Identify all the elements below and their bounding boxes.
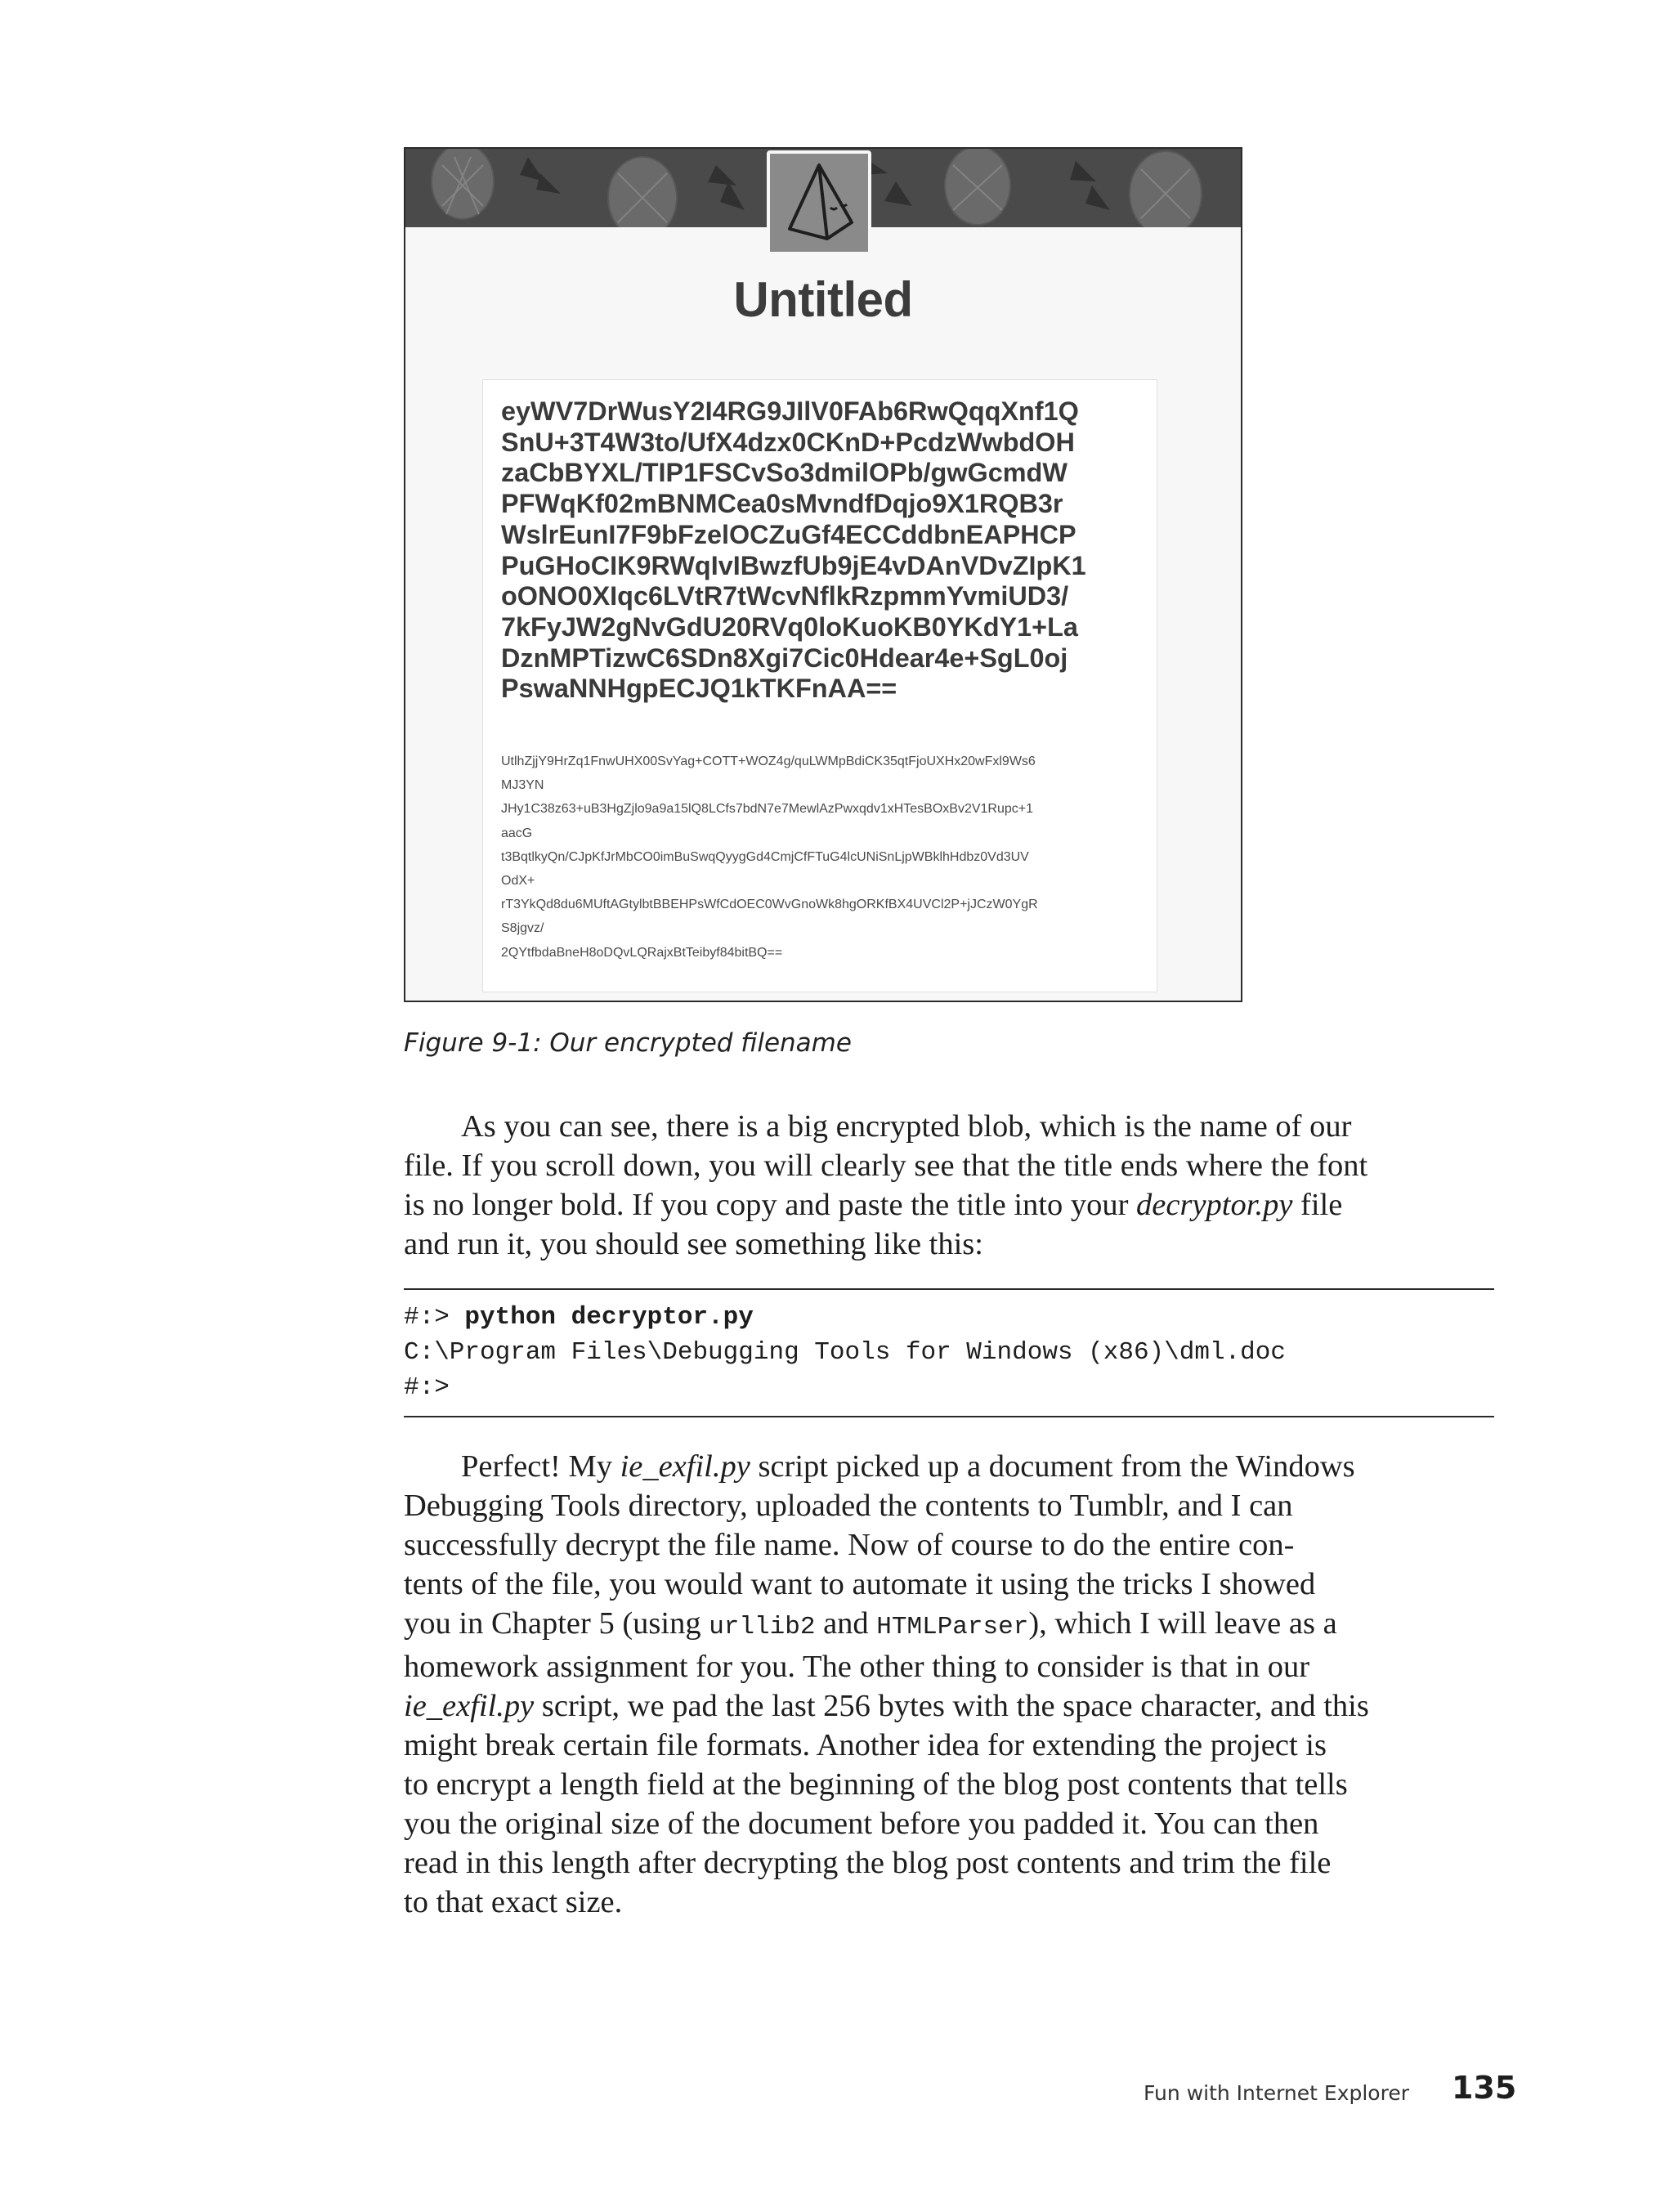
bold-line: zaCbBYXL/TIP1FSCvSo3dmilOPb/gwGcmdW (501, 458, 1068, 488)
text-run: file (1292, 1188, 1343, 1222)
text-line: and run it, you should see something like this: (404, 1227, 983, 1261)
text-line: might break certain file formats. Another idea for extending the project is (404, 1728, 1327, 1762)
bold-line: SnU+3T4W3to/UfX4dzx0CKnD+PcdzWwbdOH (501, 427, 1075, 457)
code-rule-top (404, 1288, 1494, 1290)
encrypted-title-text (501, 396, 1147, 705)
bold-line: oONO0XIqc6LVtR7tWcvNflkRzpmmYvmiUD3/ (501, 581, 1069, 611)
inline-code: HTMLParser (876, 1613, 1029, 1641)
paragraph (404, 1447, 1499, 1922)
text-line (404, 1447, 1499, 1486)
small-line: S8jgvz/ (501, 921, 544, 936)
running-footer: Fun with Internet Explorer (1144, 2081, 1409, 2105)
small-line: MJ3YN (501, 778, 544, 793)
text-line: file. If you scroll down, you will clearly see that the title ends where the font (404, 1149, 1368, 1183)
text-line: you the original size of the document before you padded it. You can then (404, 1807, 1319, 1841)
small-line: t3BqtlkyQn/CJpKfJrMbCO0imBuSwqQyygGd4CmjCfFTuG4lcUNiSnLjpWBklhHdbz0Vd3UV (501, 849, 1029, 864)
text-run: ), which I will leave as a (1028, 1606, 1337, 1641)
filename-emphasis: decryptor.py (1136, 1188, 1293, 1222)
small-line: OdX+ (501, 874, 535, 889)
text-line: As you can see, there is a big encrypted blob, which is the name of our (461, 1109, 1352, 1144)
inline-code: urllib2 (709, 1613, 816, 1641)
text-line: read in this length after decrypting the blog post contents and trim the file (404, 1846, 1332, 1880)
encrypted-body-text (501, 750, 1147, 965)
text-run: and (815, 1606, 877, 1641)
text-line (404, 1686, 1499, 1726)
small-line: aacG (501, 826, 533, 840)
bold-line: PFWqKf02mBNMCea0sMvndfDqjo9X1RQB3r (501, 489, 1063, 519)
post-title: Untitled (733, 272, 913, 327)
filename-emphasis: ie_exfil.py (404, 1689, 535, 1723)
text-line (404, 1185, 1499, 1225)
text-line: Debugging Tools directory, uploaded the contents to Tumblr, and I can (404, 1489, 1293, 1523)
text-line (404, 1604, 1499, 1647)
text-run: is no longer bold. If you copy and paste the title into your (404, 1188, 1137, 1222)
avatar (767, 150, 871, 255)
text-run: Perfect! My (461, 1449, 620, 1484)
code-rule-bottom (404, 1416, 1494, 1417)
bold-line: DznMPTizwC6SDn8Xgi7Cic0Hdear4e+SgL0oj (501, 643, 1068, 673)
text-line: successfully decrypt the file name. Now of course to do the entire con- (404, 1528, 1295, 1562)
text-line: tents of the file, you would want to automate it using the tricks I showed (404, 1567, 1316, 1601)
post-card (482, 379, 1157, 992)
small-line: JHy1C38z63+uB3HgZjlo9a9a15lQ8LCfs7bdN7e7MewlAzPwxqdv1xHTesBOxBv2V1Rupc+1 (501, 802, 1034, 817)
code-command: python decryptor.py (464, 1303, 754, 1332)
code-block (404, 1300, 1494, 1405)
text-line: to that exact size. (404, 1885, 623, 1919)
paragraph (404, 1107, 1499, 1264)
figure-screenshot (404, 147, 1242, 1002)
filename-emphasis: ie_exfil.py (620, 1449, 750, 1484)
code-line (404, 1300, 1494, 1335)
small-line: UtlhZjjY9HrZq1FnwUHX00SvYag+COTT+WOZ4g/quLWMpBdiCK35qtFjoUXHx20wFxl9Ws6 (501, 754, 1036, 768)
figure-caption: Figure 9-1: Our encrypted filename (404, 1028, 852, 1058)
small-line: rT3YkQd8du6MUftAGtylbtBBEHPsWfCdOEC0WvGnoWk8hgORKfBX4UVCl2P+jJCzW0YgR (501, 898, 1038, 912)
small-line: 2QYtfbdaBneH8oDQvLQRajxBtTeibyf84bitBQ== (501, 945, 783, 960)
bold-line: PuGHoCIK9RWqIvIBwzfUb9jE4vDAnVDvZIpK1 (501, 550, 1086, 580)
text-run: script picked up a document from the Windows (750, 1449, 1355, 1484)
page-number: 135 (1452, 2070, 1517, 2106)
text-run: you in Chapter 5 (using (404, 1606, 709, 1641)
text-line: to encrypt a length field at the beginning of the blog post contents that tells (404, 1767, 1348, 1802)
bold-line: 7kFyJW2gNvGdU20RVq0loKuoKB0YKdY1+La (501, 611, 1078, 642)
bold-line: WslrEunI7F9bFzelOCZuGf4ECCddbnEAPHCP (501, 519, 1076, 549)
bold-line: eyWV7DrWusY2I4RG9JIlV0FAb6RwQqqXnf1Q (501, 396, 1079, 426)
code-output: C:\Program Files\Debugging Tools for Windows (x86)\dml.doc (404, 1338, 1286, 1367)
text-run: script, we pad the last 256 bytes with the space character, and this (534, 1689, 1369, 1723)
code-prompt: #:> (404, 1373, 450, 1402)
text-line: homework assignment for you. The other thing to consider is that in our (404, 1650, 1310, 1684)
pyramid-avatar-icon (770, 154, 868, 252)
code-prompt: #:> (404, 1303, 465, 1332)
bold-line: PswaNNHgpECJQ1kTKFnAA== (501, 674, 897, 704)
